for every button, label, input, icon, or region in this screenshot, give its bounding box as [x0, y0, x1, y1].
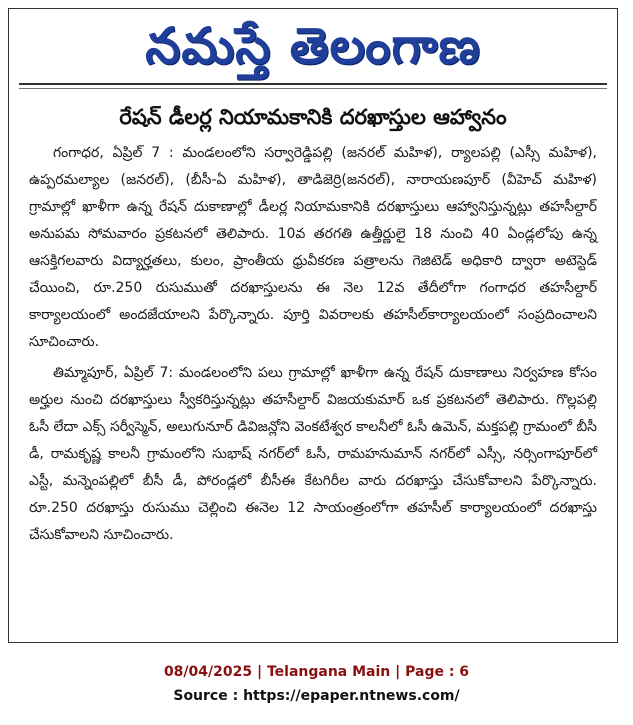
newspaper-logo: నమస్తే తెలంగాణ [145, 17, 481, 75]
masthead-divider-thin [19, 88, 607, 89]
source-link[interactable]: Source : https://epaper.ntnews.com/ [173, 688, 460, 704]
masthead [9, 9, 617, 83]
edition-info: 08/04/2025 | Telangana Main | Page : 6 [163, 664, 470, 680]
article-headline: రేషన్ డీలర్ల నియామకానికి దరఖాస్తుల ఆహ్వానం [119, 105, 507, 129]
news-clipping [8, 8, 618, 643]
article-body [9, 130, 617, 549]
masthead-divider [19, 83, 607, 85]
article-paragraph: గంగాధర, ఏప్రిల్ 7 : మండలంలోని సర్వారెడ్డిపల్లి (జనరల్ మహిళ), ర్యాలపల్లి (ఎస్సీ మహిళ), ఉప్పరమల్యాల (జనరల్), (బీసీ-ఏ మహిళ), తాడిజెర్రి(జనరల్), నారాయణపూర్ (వీహెచ్ మహిళ) గ్రామాల్లో ఖాళీగా ఉన్న రేషన్ దుకాణాల్లో డీలర్ల నియామకానికి దరఖాస్తులు ఆహ్వానిస్తున్నట్లు తహసీల్దార్ అనుపమ సోమవారం ప్రకటనలో తెలిపారు. 10వ తరగతి ఉత్తీర్ణులై 18 నుంచి 40 ఏండ్లలోపు ఉన్న ఆసక్తిగలవారు విద్యార్హతలు, కులం, ప్రాంతీయ ధ్రువీకరణ పత్రాలను గెజిటెడ్ అధికారి ద్వారా అటెస్టెడ్ చేయించి, రూ.250 రుసుముతో దరఖాస్తులను ఈ నెల 12వ తేదీలోగా గంగాధర తహసీల్దార్ కార్యాలయంలో అందజేయాలని పేర్కొన్నారు. పూర్తి వివరాలకు తహసీల్‌కార్యాలయంలో సంప్రదించాలని సూచించారు. [29, 145, 597, 351]
article-paragraph: తిమ్మాపూర్, ఏప్రిల్ 7: మండలంలోని పలు గ్రామాల్లో ఖాళీగా ఉన్న రేషన్ దుకాణాలు నిర్వహణ కోసం అర్హుల నుంచి దరఖాస్తులు స్వీకరిస్తున్నట్లు తహసీల్దార్ విజయకుమార్ ఒక ప్రకటనలో తెలిపారు. గొల్లపల్లి ఓసీ లేదా ఎక్స్ సర్వీస్మెన్, అలుగునూర్ డివిజన్లోని వెంకటేశ్వర కాలనీలో ఓసీ ఉమెన్, మక్తపల్లి గ్రామంలో బీసీ డీ, రామకృష్ణ కాలనీ గ్రామంలోని సుభాష్ నగర్‌లో ఓసీ, రామహనుమాన్ నగర్‌లో ఎస్సీ, నర్సింగాపూర్‌లో ఎస్టీ, మన్నెంపల్లిలో బీసీ డీ, పోరండ్లలో బీసీఈ కేటగిరీల వారు దరఖాస్తు చేసుకోవాలని పేర్కొన్నారు. రూ.250 దరఖాస్తు రుసుము చెల్లించి ఈనెల 12 సాయంత్రంలోగా తహసీల్ కార్యాలయంలో దరఖాస్తు చేసుకోవాలని సూచించారు. [29, 365, 597, 544]
clipping-footer [0, 660, 633, 708]
